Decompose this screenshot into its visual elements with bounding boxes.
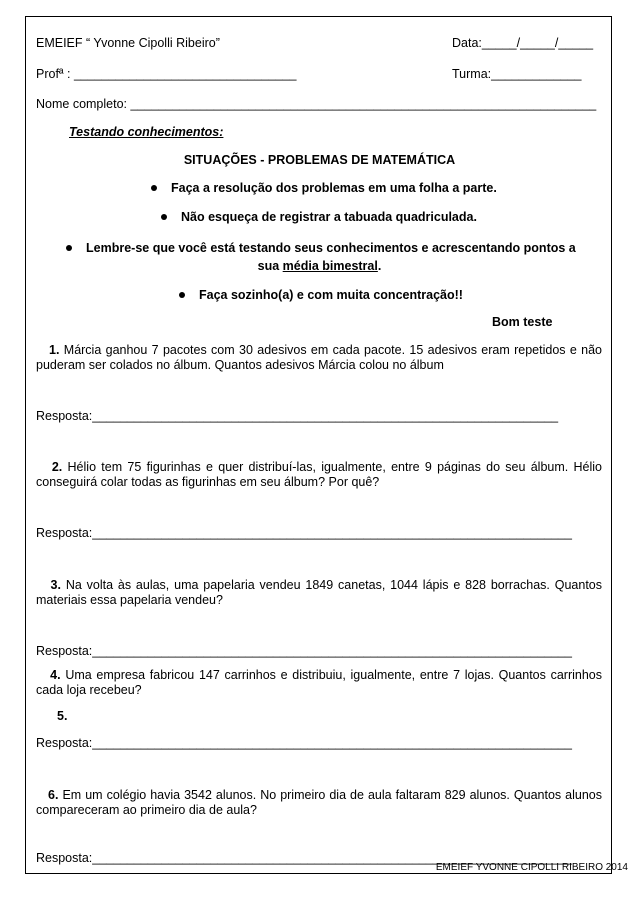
problem-3-text: Na volta às aulas, uma papelaria vendeu 1849 canetas, 1044 lápis e 828 borrachas. Quantos materiais essa papelaria vendeu?: [36, 578, 602, 607]
bullet-icon: [179, 292, 185, 298]
problem-1-answer: Resposta:___________________________________________________________________: [36, 409, 559, 423]
problem-3-answer: Resposta:_____________________________________________________________________: [36, 644, 572, 658]
problem-5-number: 5.: [57, 709, 68, 723]
instruction-4-text: Faça sozinho(a) e com muita concentração!!: [199, 288, 463, 302]
problem-6: [36, 788, 602, 818]
page-footer: EMEIEF YVONNE CIPOLLI RIBEIRO 2014: [435, 862, 628, 873]
problem-3-number: 3.: [50, 578, 61, 592]
worksheet-page: [25, 16, 612, 874]
bimestral-average-text: média bimestral: [282, 259, 378, 273]
problem-3: [36, 578, 602, 608]
page-title: SITUAÇÕES - PROBLEMAS DE MATEMÁTICA: [183, 153, 456, 167]
problem-4-number: 4.: [50, 668, 61, 682]
problem-5-answer: Resposta:_____________________________________________________________________: [36, 736, 572, 750]
instruction-2: [161, 210, 477, 225]
problem-2: [36, 460, 602, 490]
instruction-1-text: Faça a resolução dos problemas em uma folha a parte.: [171, 181, 497, 195]
instruction-3-text-pre: sua: [257, 259, 283, 273]
school-name: EMEIEF “ Yvonne Cipolli Ribeiro”: [36, 36, 220, 50]
problem-4: [36, 668, 602, 698]
section-subtitle: Testando conhecimentos:: [69, 125, 224, 139]
problem-2-text: Hélio tem 75 figurinhas e quer distribuí-las, igualmente, entre 9 páginas do seu álbum. Hélio conseguirá colar todas as figurinhas em seu álbum? Por quê?: [36, 460, 602, 489]
instruction-1: [151, 181, 497, 196]
problem-1-text: Márcia ganhou 7 pacotes com 30 adesivos em cada pacote. 15 adesivos eram repetidos e não puderam ser colados no álbum. Quantos adesivos Márcia colou no álbum: [36, 343, 602, 372]
problem-1-number: 1.: [49, 343, 60, 357]
instruction-3: [66, 241, 576, 256]
instruction-3-text: Lembre-se que você está testando seus conhecimentos e acrescentando pontos a: [86, 241, 576, 255]
problem-1: [36, 343, 602, 373]
problem-6-text: Em um colégio havia 3542 alunos. No primeiro dia de aula faltaram 829 alunos. Quantos alunos compareceram ao primeiro dia de aula?: [36, 788, 602, 817]
problem-2-number: 2.: [51, 460, 63, 474]
instruction-3-cont: [26, 259, 613, 274]
problem-4-text: Uma empresa fabricou 147 carrinhos e distribuiu, igualmente, entre 7 lojas. Quantos carrinhos cada loja recebeu?: [36, 668, 603, 697]
problem-2-answer: Resposta:_____________________________________________________________________: [36, 526, 572, 540]
full-name-field: Nome completo: ___________________________________________________________________: [36, 97, 597, 111]
teacher-field: Profª : ________________________________: [36, 67, 297, 81]
good-luck-text: Bom teste: [492, 315, 553, 329]
problem-6-number: 6.: [48, 788, 59, 802]
bullet-icon: [161, 214, 167, 220]
problem-6-answer: Resposta:_____________________________________________________________________: [36, 851, 572, 865]
instruction-3-text-post: .: [377, 259, 382, 273]
date-field: Data:_____/_____/_____: [452, 36, 594, 50]
instruction-4: [179, 288, 463, 303]
instruction-2-text: Não esqueça de registrar a tabuada quadriculada.: [181, 210, 477, 224]
class-field: Turma:_____________: [452, 67, 582, 81]
bullet-icon: [151, 185, 157, 191]
bullet-icon: [66, 245, 72, 251]
